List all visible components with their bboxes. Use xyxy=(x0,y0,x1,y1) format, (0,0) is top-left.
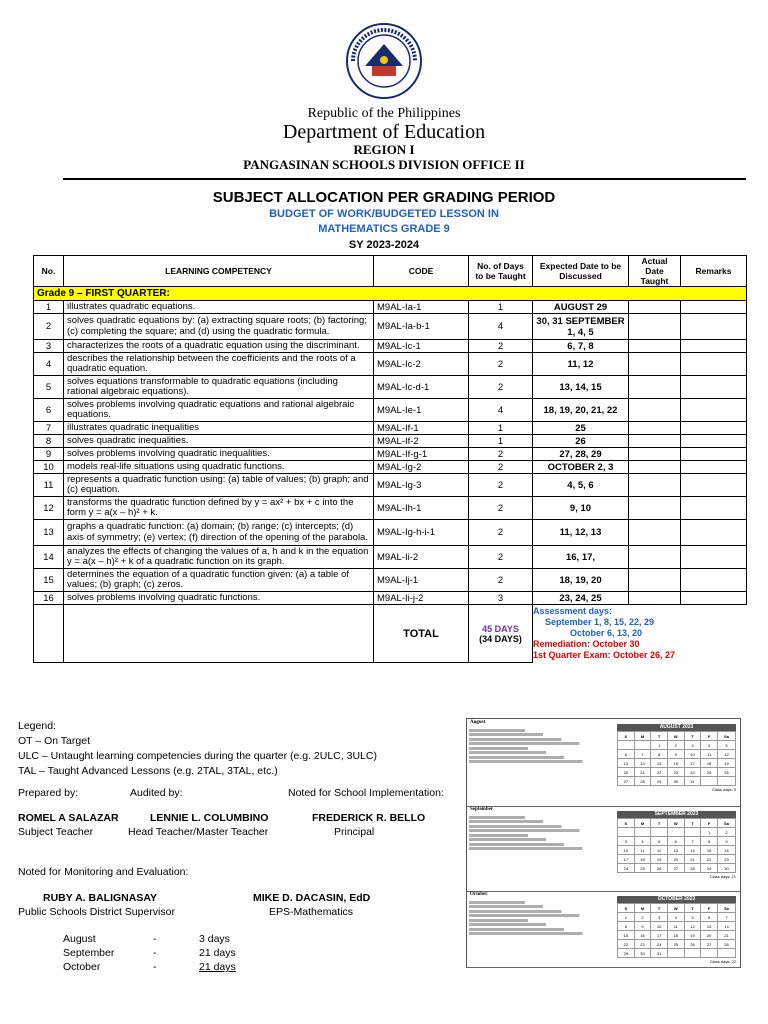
teacher-name: ROMEL A SALAZAR xyxy=(18,812,119,824)
row-actual-date xyxy=(629,435,681,448)
row-remarks xyxy=(681,340,747,353)
row-days: 2 xyxy=(469,448,533,461)
row-competency: solves equations transformable to quadratic equations (including rational algebraic equations). xyxy=(64,376,374,399)
row-code: M9AL-Ia-b-1 xyxy=(374,314,469,340)
row-competency: describes the relationship between the coefficients and the roots of a quadratic equation. xyxy=(64,353,374,376)
row-no: 4 xyxy=(34,353,64,376)
school-year: SY 2023-2024 xyxy=(348,239,420,251)
row-no: 10 xyxy=(34,461,64,474)
table-row xyxy=(34,353,747,376)
row-actual-date xyxy=(629,520,681,546)
row-competency: solves quadratic equations by: (a) extracting square roots; (b) factoring; (c) completing the square; and (d) using the quadratic formula. xyxy=(64,314,374,340)
row-competency: graphs a quadratic function: (a) domain; (b) range; (c) intercepts; (d) axis of symmetry; (e) vertex; (f) direction of the opening of the parabola. xyxy=(64,520,374,546)
calendar-month-title: AUGUST 2023 xyxy=(617,724,736,731)
row-code: M9AL-Ic-1 xyxy=(374,340,469,353)
calendar-month-section xyxy=(467,719,740,807)
total-days-actual: (34 DAYS) xyxy=(479,633,522,644)
row-days: 2 xyxy=(469,474,533,497)
legend-ot: OT – On Target xyxy=(18,735,90,747)
row-code: M9AL-Ig-2 xyxy=(374,461,469,474)
calendar-month-title: SEPTEMBER 2023 xyxy=(617,811,736,818)
row-remarks xyxy=(681,520,747,546)
total-row xyxy=(34,605,747,663)
region-line: REGION I xyxy=(353,142,415,157)
row-competency: solves problems involving quadratic inequalities. xyxy=(64,448,374,461)
row-actual-date xyxy=(629,353,681,376)
row-code: M9AL-If-g-1 xyxy=(374,448,469,461)
row-days: 2 xyxy=(469,546,533,569)
row-remarks xyxy=(681,301,747,314)
quarter-exam-date: 1st Quarter Exam: October 26, 27 xyxy=(533,650,676,661)
row-code: M9AL-Ii-2 xyxy=(374,546,469,569)
row-remarks xyxy=(681,461,747,474)
row-expected-date: 25 xyxy=(533,422,629,435)
psds-role: Public Schools District Supervisor xyxy=(18,906,175,918)
total-label: TOTAL xyxy=(374,605,469,663)
row-no: 14 xyxy=(34,546,64,569)
row-days: 3 xyxy=(469,592,533,605)
row-actual-date xyxy=(629,474,681,497)
row-remarks xyxy=(681,448,747,461)
summary-dash: - xyxy=(153,933,157,945)
row-expected-date: OCTOBER 2, 3 xyxy=(533,461,629,474)
row-remarks xyxy=(681,399,747,422)
row-code: M9AL-Ig-h-i-1 xyxy=(374,520,469,546)
calendar-month-title: OCTOBER 2023 xyxy=(617,896,736,903)
row-expected-date: 4, 5, 6 xyxy=(533,474,629,497)
row-no: 12 xyxy=(34,497,64,520)
row-competency: characterizes the roots of a quadratic equation using the discriminant. xyxy=(64,340,374,353)
head-teacher-name: LENNIE L. COLUMBINO xyxy=(150,812,269,824)
subtitle-line-2: MATHEMATICS GRADE 9 xyxy=(318,223,450,235)
row-no: 5 xyxy=(34,376,64,399)
table-row xyxy=(34,435,747,448)
row-actual-date xyxy=(629,301,681,314)
row-no: 1 xyxy=(34,301,64,314)
row-competency: solves quadratic inequalities. xyxy=(64,435,374,448)
calendar-class-days: Class days: 22 xyxy=(709,959,736,964)
row-code: M9AL-If-2 xyxy=(374,435,469,448)
head-teacher-role: Head Teacher/Master Teacher xyxy=(128,826,269,838)
calendar-month-section xyxy=(467,806,740,892)
competency-table xyxy=(33,255,747,663)
row-code: M9AL-Ic-2 xyxy=(374,353,469,376)
principal-role: Principal xyxy=(334,826,375,838)
calendar-month-grid: OCTOBER 2023 S M T W T F Sa 1 2 3 4 5 6 7 8 9 10 11 12 13 14 15 16 17 18 19 20 21 22 23 24 25 26 27 28 29 30 31 Class days: 22 xyxy=(617,896,736,964)
row-days: 4 xyxy=(469,399,533,422)
row-expected-date: 23, 24, 25 xyxy=(533,592,629,605)
noted-implementation-label: Noted for School Implementation: xyxy=(288,787,444,799)
summary-month: August xyxy=(63,933,96,945)
row-no: 6 xyxy=(34,399,64,422)
row-expected-date: 27, 28, 29 xyxy=(533,448,629,461)
eps-name: MIKE D. DACASIN, EdD xyxy=(253,892,371,904)
row-code: M9AL-Ij-1 xyxy=(374,569,469,592)
department-name: Department of Education xyxy=(282,121,486,143)
summary-month: September xyxy=(63,947,115,959)
assessment-october: October 6, 13, 20 xyxy=(570,628,643,639)
summary-month: October xyxy=(63,961,101,973)
row-actual-date xyxy=(629,461,681,474)
row-remarks xyxy=(681,497,747,520)
row-no: 8 xyxy=(34,435,64,448)
table-row xyxy=(34,474,747,497)
row-competency: illustrates quadratic equations. xyxy=(64,301,374,314)
total-days: 45 DAYS xyxy=(482,623,519,634)
total-blank-competency xyxy=(64,605,374,663)
row-remarks xyxy=(681,435,747,448)
row-competency: models real-life situations using quadratic functions. xyxy=(64,461,374,474)
summary-days: 21 days xyxy=(199,947,236,959)
row-no: 15 xyxy=(34,569,64,592)
row-remarks xyxy=(681,546,747,569)
row-expected-date: 11, 12 xyxy=(533,353,629,376)
prepared-by-label: Prepared by: xyxy=(18,787,79,799)
table-row xyxy=(34,314,747,340)
row-code: M9AL-Ia-1 xyxy=(374,301,469,314)
row-code: M9AL-Ih-1 xyxy=(374,497,469,520)
row-no: 3 xyxy=(34,340,64,353)
table-row xyxy=(34,376,747,399)
row-days: 1 xyxy=(469,422,533,435)
row-expected-date: 11, 12, 13 xyxy=(533,520,629,546)
header-code: CODE xyxy=(374,256,469,287)
subtitle-line-1: BUDGET OF WORK/BUDGETED LESSON IN xyxy=(269,208,499,220)
legend-ulc: ULC – Untaught learning competencies during the quarter (e.g. 2ULC, 3ULC) xyxy=(18,750,377,762)
calendar-month-grid: AUGUST 2023 S M T W T F Sa 1 2 3 4 5 6 7 8 9 10 11 12 13 14 15 16 17 18 19 20 21 22 23 24 25 26 27 28 29 30 31 Class days: 3 xyxy=(617,724,736,792)
row-expected-date: AUGUST 29 xyxy=(533,301,629,314)
table-row xyxy=(34,546,747,569)
row-actual-date xyxy=(629,422,681,435)
table-row xyxy=(34,520,747,546)
row-expected-date: 6, 7, 8 xyxy=(533,340,629,353)
calendar-month-section xyxy=(467,891,740,968)
summary-dash: - xyxy=(153,961,157,973)
row-competency: determines the equation of a quadratic function given: (a) a table of values; (b) graph; (c) zeros. xyxy=(64,569,374,592)
row-remarks xyxy=(681,474,747,497)
row-no: 9 xyxy=(34,448,64,461)
row-remarks xyxy=(681,569,747,592)
table-row xyxy=(34,448,747,461)
row-code: M9AL-Ii-j-2 xyxy=(374,592,469,605)
table-header-row xyxy=(34,256,747,287)
principal-name: FREDERICK R. BELLO xyxy=(312,812,426,824)
row-actual-date xyxy=(629,448,681,461)
deped-seal-logo xyxy=(345,22,423,100)
table-row xyxy=(34,422,747,435)
row-days: 2 xyxy=(469,376,533,399)
table-row xyxy=(34,301,747,314)
summary-days: 3 days xyxy=(199,933,230,945)
row-days: 4 xyxy=(469,314,533,340)
row-actual-date xyxy=(629,376,681,399)
row-actual-date xyxy=(629,546,681,569)
row-code: M9AL-Ic-d-1 xyxy=(374,376,469,399)
row-expected-date: 18, 19, 20 xyxy=(533,569,629,592)
header-competency: LEARNING COMPETENCY xyxy=(64,256,374,287)
row-remarks xyxy=(681,353,747,376)
table-row xyxy=(34,569,747,592)
eps-role: EPS-Mathematics xyxy=(269,906,354,918)
row-code: M9AL-Ig-3 xyxy=(374,474,469,497)
calendar-events-list xyxy=(469,727,609,765)
calendar-month-label: September xyxy=(470,807,494,812)
row-days: 1 xyxy=(469,435,533,448)
total-blank-no xyxy=(34,605,64,663)
header-actual-date: Actual Date Taught xyxy=(629,256,681,287)
page-title: SUBJECT ALLOCATION PER GRADING PERIOD xyxy=(212,189,556,206)
quarter-label: Grade 9 – FIRST QUARTER: xyxy=(34,287,747,301)
row-expected-date: 18, 19, 20, 21, 22 xyxy=(533,399,629,422)
header-days: No. of Days to be Taught xyxy=(469,256,533,287)
row-actual-date xyxy=(629,497,681,520)
header-remarks: Remarks xyxy=(681,256,747,287)
row-competency: transforms the quadratic function defined by y = ax² + bx + c into the form y = a(x – h)² + k. xyxy=(64,497,374,520)
psds-name: RUBY A. BALIGNASAY xyxy=(43,892,157,904)
row-actual-date xyxy=(629,569,681,592)
calendar-events-list xyxy=(469,899,609,937)
row-actual-date xyxy=(629,399,681,422)
legend-title: Legend: xyxy=(18,720,56,732)
calendar-class-days: Class days: 3 xyxy=(711,787,736,792)
row-actual-date xyxy=(629,314,681,340)
row-no: 7 xyxy=(34,422,64,435)
row-days: 2 xyxy=(469,461,533,474)
table-row xyxy=(34,461,747,474)
row-remarks xyxy=(681,592,747,605)
summary-days: 21 days xyxy=(199,961,236,973)
row-days: 2 xyxy=(469,569,533,592)
row-no: 11 xyxy=(34,474,64,497)
row-remarks xyxy=(681,376,747,399)
row-competency: solves problems involving quadratic functions. xyxy=(64,592,374,605)
row-no: 16 xyxy=(34,592,64,605)
row-code: M9AL-If-1 xyxy=(374,422,469,435)
row-days: 2 xyxy=(469,340,533,353)
row-days: 2 xyxy=(469,520,533,546)
row-competency: illustrates quadratic inequalities xyxy=(64,422,374,435)
table-row xyxy=(34,592,747,605)
table-row xyxy=(34,399,747,422)
assessment-september: September 1, 8, 15, 22, 29 xyxy=(545,617,655,628)
calendar-month-grid: SEPTEMBER 2023 S M T W T F Sa 1 2 3 4 5 6 7 8 9 10 11 12 13 14 15 16 17 18 19 20 21 22 23 24 25 26 27 28 29 30 Class days: 21 xyxy=(617,811,736,879)
audited-by-label: Audited by: xyxy=(130,787,183,799)
row-expected-date: 13, 14, 15 xyxy=(533,376,629,399)
assessment-label: Assessment days: xyxy=(533,606,613,617)
header-rule xyxy=(63,178,746,180)
republic-line: Republic of the Philippines xyxy=(307,106,461,121)
row-expected-date: 26 xyxy=(533,435,629,448)
row-days: 2 xyxy=(469,353,533,376)
calendar-month-label: October xyxy=(470,892,488,897)
row-no: 2 xyxy=(34,314,64,340)
row-code: M9AL-Ie-1 xyxy=(374,399,469,422)
row-expected-date: 30, 31 SEPTEMBER 1, 4, 5 xyxy=(533,314,629,340)
legend-tal: TAL – Taught Advanced Lessons (e.g. 2TAL, 3TAL, etc.) xyxy=(18,765,278,777)
table-row xyxy=(34,340,747,353)
row-days: 1 xyxy=(469,301,533,314)
row-actual-date xyxy=(629,592,681,605)
school-calendar-image xyxy=(466,718,741,968)
row-competency: analyzes the effects of changing the values of a, h and k in the equation y = a(x – h)² + k of a quadratic function on its graph. xyxy=(64,546,374,569)
row-remarks xyxy=(681,422,747,435)
remediation-date: Remediation: October 30 xyxy=(533,639,640,650)
row-no: 13 xyxy=(34,520,64,546)
row-remarks xyxy=(681,314,747,340)
summary-dash: - xyxy=(153,947,157,959)
header-expected-date: Expected Date to be Discussed xyxy=(533,256,629,287)
row-actual-date xyxy=(629,340,681,353)
noted-monitoring-label: Noted for Monitoring and Evaluation: xyxy=(18,866,189,878)
calendar-month-label: August xyxy=(470,720,486,725)
teacher-role: Subject Teacher xyxy=(18,826,94,838)
calendar-class-days: Class days: 21 xyxy=(709,874,736,879)
row-competency: solves problems involving quadratic equations and rational algebraic equations. xyxy=(64,399,374,422)
row-expected-date: 9, 10 xyxy=(533,497,629,520)
table-row xyxy=(34,497,747,520)
row-expected-date: 16, 17, xyxy=(533,546,629,569)
header-no: No. xyxy=(34,256,64,287)
division-line: PANGASINAN SCHOOLS DIVISION OFFICE II xyxy=(243,157,525,172)
row-competency: represents a quadratic function using: (a) table of values; (b) graph; and (c) equation. xyxy=(64,474,374,497)
row-days: 2 xyxy=(469,497,533,520)
calendar-events-list xyxy=(469,814,609,852)
